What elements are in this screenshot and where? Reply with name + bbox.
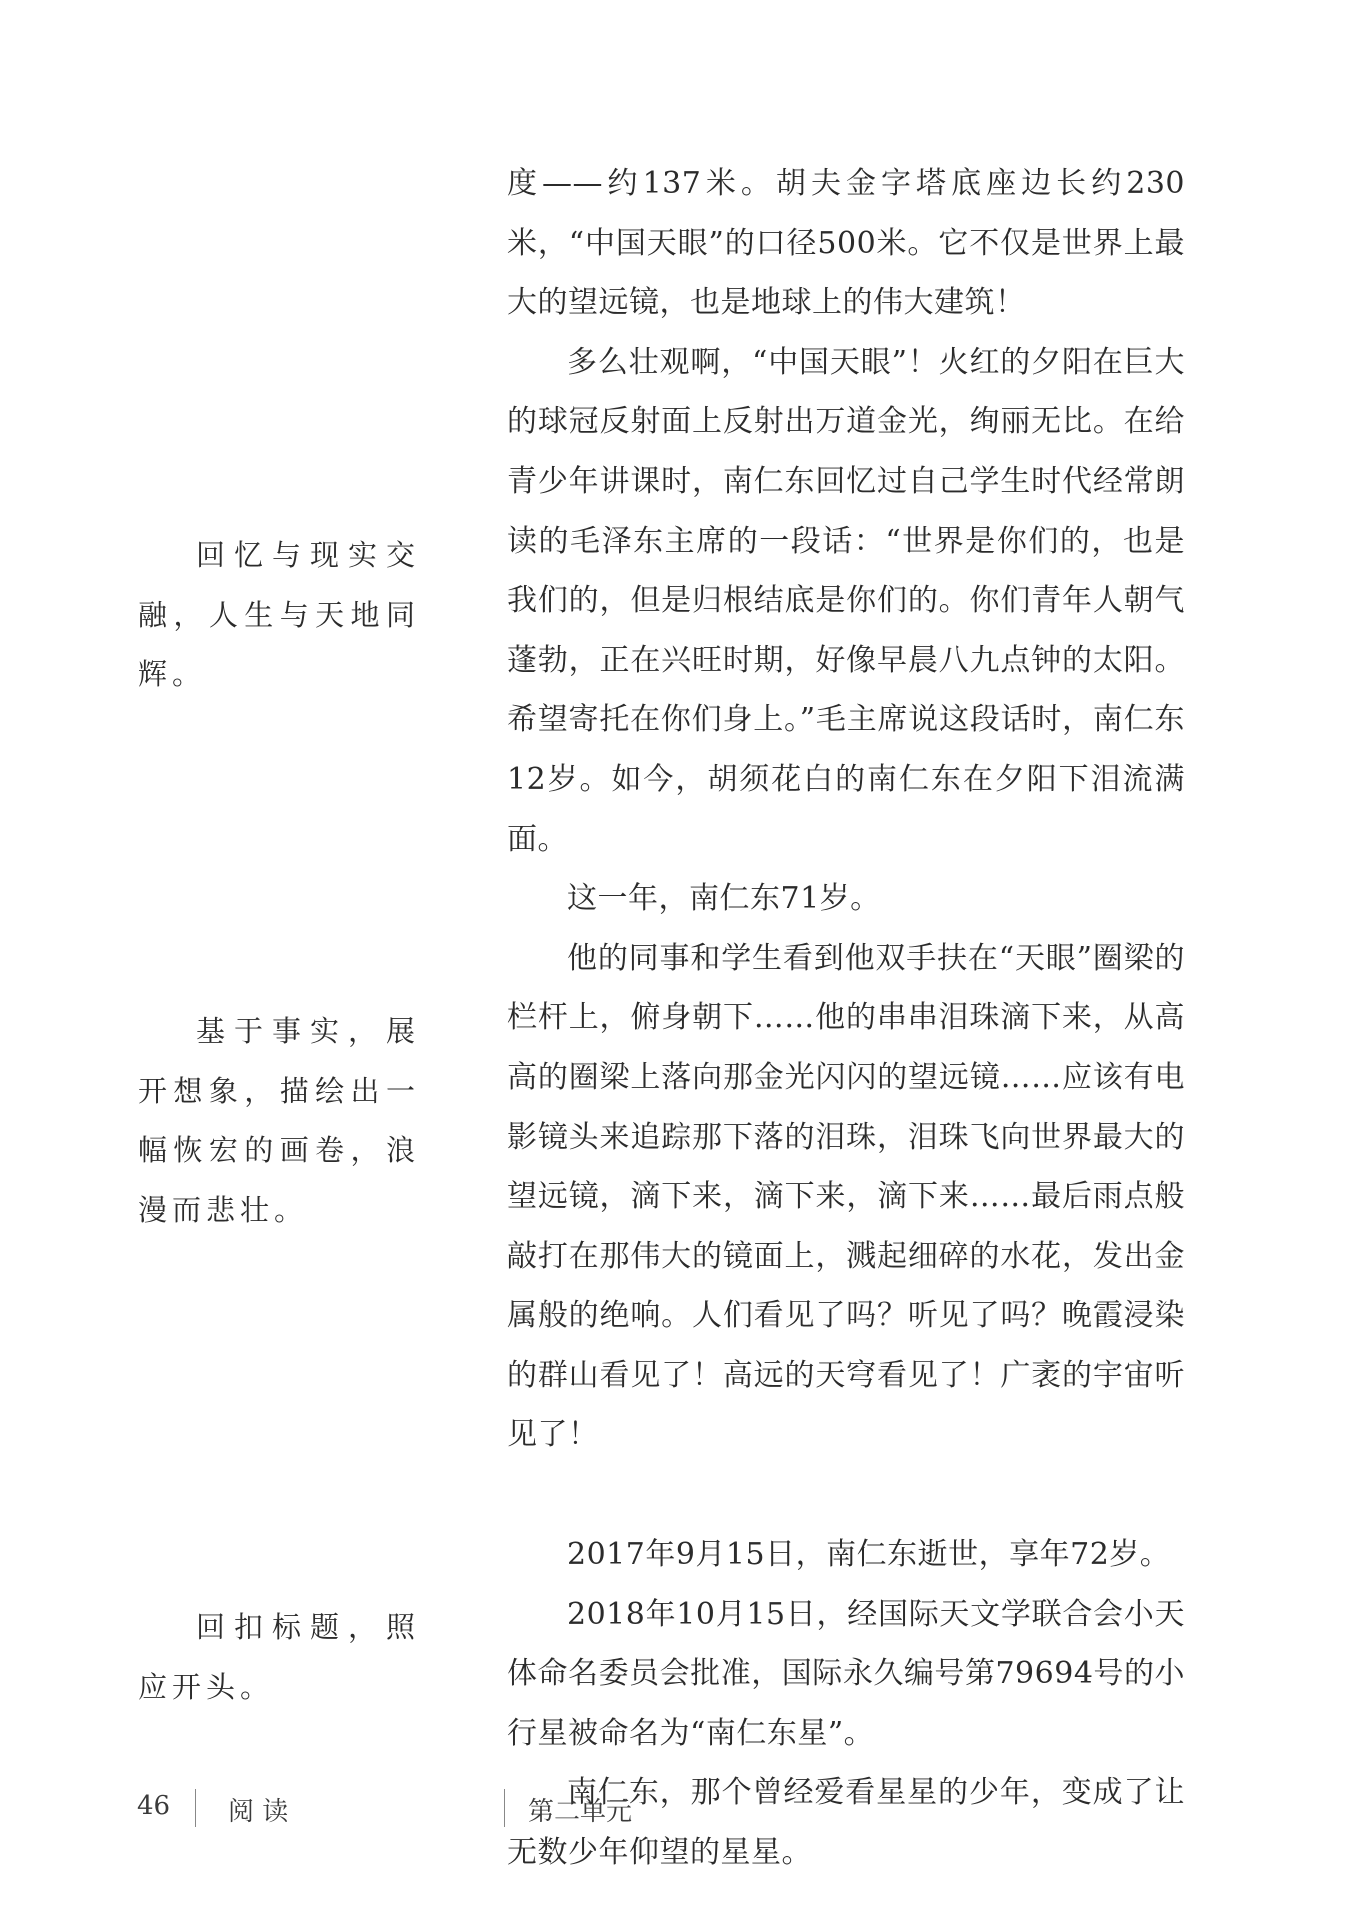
unit-label: 第二单元 [528, 1797, 633, 1827]
paragraph-2: 多么壮观啊，“中国天眼”！火红的夕阳在巨大的球冠反射面上反射出万道金光，绚丽无比。在给青少年讲课时，南仁东回忆过自己学生时代经常朗读的毛泽东主席的一段话：“世界是你们的，也是我们的，但是归根结底是你们的。你们青年人朝气蓬勃，正在兴旺时期，好像早晨八九点钟的太阳。希望寄托在你们身上。”毛主席说这段话时，南仁东12岁。如今，胡须花白的南仁东在夕阳下泪流满面。 [507, 344, 1185, 857]
margin-note-1 [138, 526, 420, 705]
margin-note-text: 回忆与现实交融，人生与天地同辉。 [138, 538, 420, 692]
paragraph-3: 这一年，南仁东71岁。 [567, 881, 881, 917]
page-number: 46 [137, 1791, 171, 1821]
paragraph-4: 他的同事和学生看到他双手扶在“天眼”圈梁的栏杆上，俯身朝下……他的串串泪珠滴下来，从高高的圈梁上落向那金光闪闪的望远镜……应该有电影镜头来追踪那下落的泪珠，泪珠飞向世界最大的望远镜，滴下来，滴下来，滴下来……最后雨点般敲打在那伟大的镜面上，溅起细碎的水花，发出金属般的绝响。人们看见了吗？听见了吗？晚霞浸染的群山看见了！高远的天穹看见了！广袤的宇宙听见了！ [507, 940, 1185, 1453]
paragraph-5: 2017年9月15日，南仁东逝世，享年72岁。 [567, 1537, 1171, 1573]
main-text [507, 154, 1185, 1883]
paragraph-1: 度——约137米。胡夫金字塔底座边长约230米，“中国天眼”的口径500米。它不仅是世界上最大的望远镜，也是地球上的伟大建筑！ [507, 166, 1185, 321]
footer-divider [504, 1789, 505, 1827]
paragraph-6: 2018年10月15日，经国际天文学联合会小天体命名委员会批准，国际永久编号第79694号的小行星被命名为“南仁东星”。 [507, 1596, 1185, 1751]
margin-note-text: 基于事实，展开想象，描绘出一幅恢宏的画卷，浪漫而悲壮。 [138, 1014, 420, 1227]
margin-note-2 [138, 1002, 420, 1240]
margin-note-text: 回扣标题，照应开头。 [138, 1610, 420, 1704]
margin-note-3 [138, 1598, 420, 1717]
section-gap [507, 1465, 1185, 1525]
footer-divider [195, 1789, 196, 1827]
book-label: 阅 读 [228, 1797, 289, 1827]
page-footer [0, 1785, 1350, 1835]
paragraph-7: 南仁东，那个曾经爱看星星的少年，变成了让无数少年仰望的星星。 [507, 1775, 1185, 1871]
